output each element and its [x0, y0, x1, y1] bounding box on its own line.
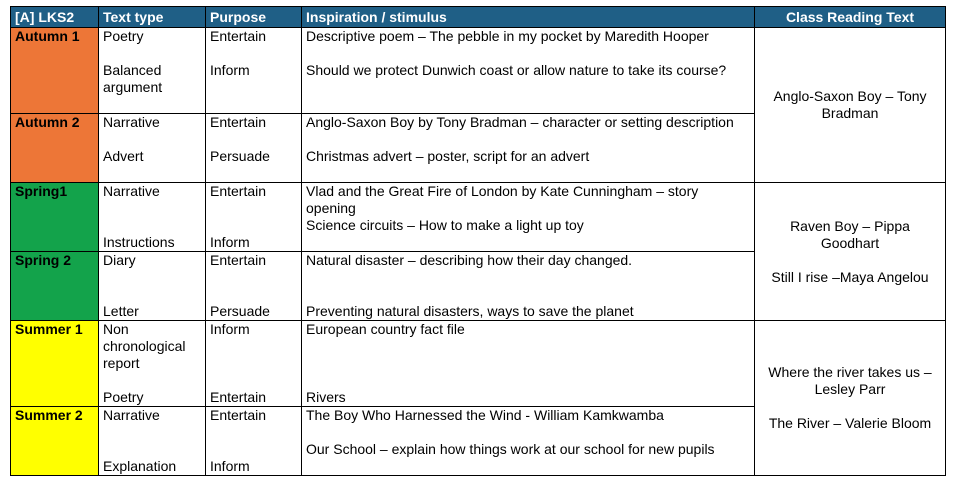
purpose: Inform	[210, 321, 250, 337]
term-spring-1: Spring1	[11, 183, 99, 252]
text-type: Narrative	[103, 407, 160, 423]
text-type: Advert	[103, 148, 144, 164]
reading-text: The River – Valerie Bloom	[768, 415, 932, 431]
stimulus: Should we protect Dunwich coast or allow nature to take its course?	[306, 62, 727, 78]
text-type: Diary	[103, 252, 136, 268]
term-summer-1: Summer 1	[11, 321, 99, 407]
text-type-cell	[99, 183, 206, 252]
stimulus: Descriptive poem – The pebble in my pocket by Maredith Hooper	[306, 28, 709, 44]
reading-text: Anglo-Saxon Boy – Tony Bradman	[773, 88, 927, 121]
purpose-cell	[206, 321, 302, 407]
header-text-type: Text type	[99, 7, 206, 28]
purpose: Inform	[210, 458, 250, 474]
purpose-cell	[206, 114, 302, 183]
stimulus: Christmas advert – poster, script for an advert	[306, 148, 590, 164]
purpose: Entertain	[210, 183, 267, 199]
purpose: Entertain	[210, 252, 267, 268]
stimulus-cell	[302, 183, 755, 252]
header-purpose: Purpose	[206, 7, 302, 28]
term-spring-2: Spring 2	[11, 252, 99, 321]
purpose: Persuade	[210, 148, 270, 164]
text-type: Narrative	[103, 183, 160, 199]
stimulus: Our School – explain how things work at our school for new pupils	[306, 441, 715, 457]
reading-text: Still I rise –Maya Angelou	[771, 268, 929, 285]
purpose-cell	[206, 28, 302, 114]
stimulus: The Boy Who Harnessed the Wind - William Kamkwamba	[306, 407, 664, 423]
text-type: Narrative	[103, 114, 160, 130]
stimulus: Rivers	[306, 389, 346, 405]
reading-text: Raven Boy – Pippa Goodhart	[790, 217, 910, 251]
text-type: Instructions	[103, 234, 175, 250]
purpose: Persuade	[210, 303, 270, 319]
purpose: Entertain	[210, 114, 267, 130]
stimulus: Science circuits – How to make a light up toy	[306, 217, 584, 233]
text-type-cell	[99, 321, 206, 407]
stimulus: Natural disaster – describing how their day changed.	[306, 252, 633, 268]
reading-text: Where the river takes us – Lesley Parr	[768, 364, 932, 397]
text-type-cell	[99, 252, 206, 321]
stimulus-cell	[302, 321, 755, 407]
text-type: Explanation	[103, 458, 177, 474]
table-row	[11, 28, 946, 114]
term-autumn-2: Autumn 2	[11, 114, 99, 183]
header-row	[11, 7, 946, 28]
purpose: Entertain	[210, 28, 267, 44]
stimulus-cell	[302, 28, 755, 114]
stimulus-cell	[302, 114, 755, 183]
text-type-cell	[99, 407, 206, 476]
purpose: Entertain	[210, 407, 267, 423]
text-type-cell	[99, 28, 206, 114]
class-reading-autumn	[755, 28, 946, 183]
class-reading-summer	[755, 321, 946, 476]
text-type: Poetry	[103, 389, 144, 405]
term-summer-2: Summer 2	[11, 407, 99, 476]
text-type: Non chronological report	[103, 321, 186, 371]
header-stimulus: Inspiration / stimulus	[302, 7, 755, 28]
stimulus-cell	[302, 407, 755, 476]
curriculum-table	[10, 6, 946, 476]
purpose: Inform	[210, 234, 250, 250]
class-reading-spring	[755, 183, 946, 321]
header-year: [A] LKS2	[11, 7, 99, 28]
stimulus-cell	[302, 252, 755, 321]
purpose: Inform	[210, 62, 250, 78]
text-type: Poetry	[103, 28, 144, 44]
purpose-cell	[206, 252, 302, 321]
header-class-reading: Class Reading Text	[755, 7, 946, 28]
stimulus: Preventing natural disasters, ways to save the planet	[306, 303, 634, 319]
stimulus: Anglo-Saxon Boy by Tony Bradman – character or setting description	[306, 114, 734, 130]
table-row	[11, 321, 946, 407]
purpose-cell	[206, 183, 302, 252]
stimulus: European country fact file	[306, 321, 465, 337]
term-autumn-1: Autumn 1	[11, 28, 99, 114]
purpose-cell	[206, 407, 302, 476]
text-type: Balanced argument	[103, 62, 163, 95]
purpose: Entertain	[210, 389, 267, 405]
text-type: Letter	[103, 303, 139, 319]
table-row	[11, 183, 946, 252]
text-type-cell	[99, 114, 206, 183]
stimulus: Vlad and the Great Fire of London by Kate Cunningham – story opening	[306, 183, 699, 216]
